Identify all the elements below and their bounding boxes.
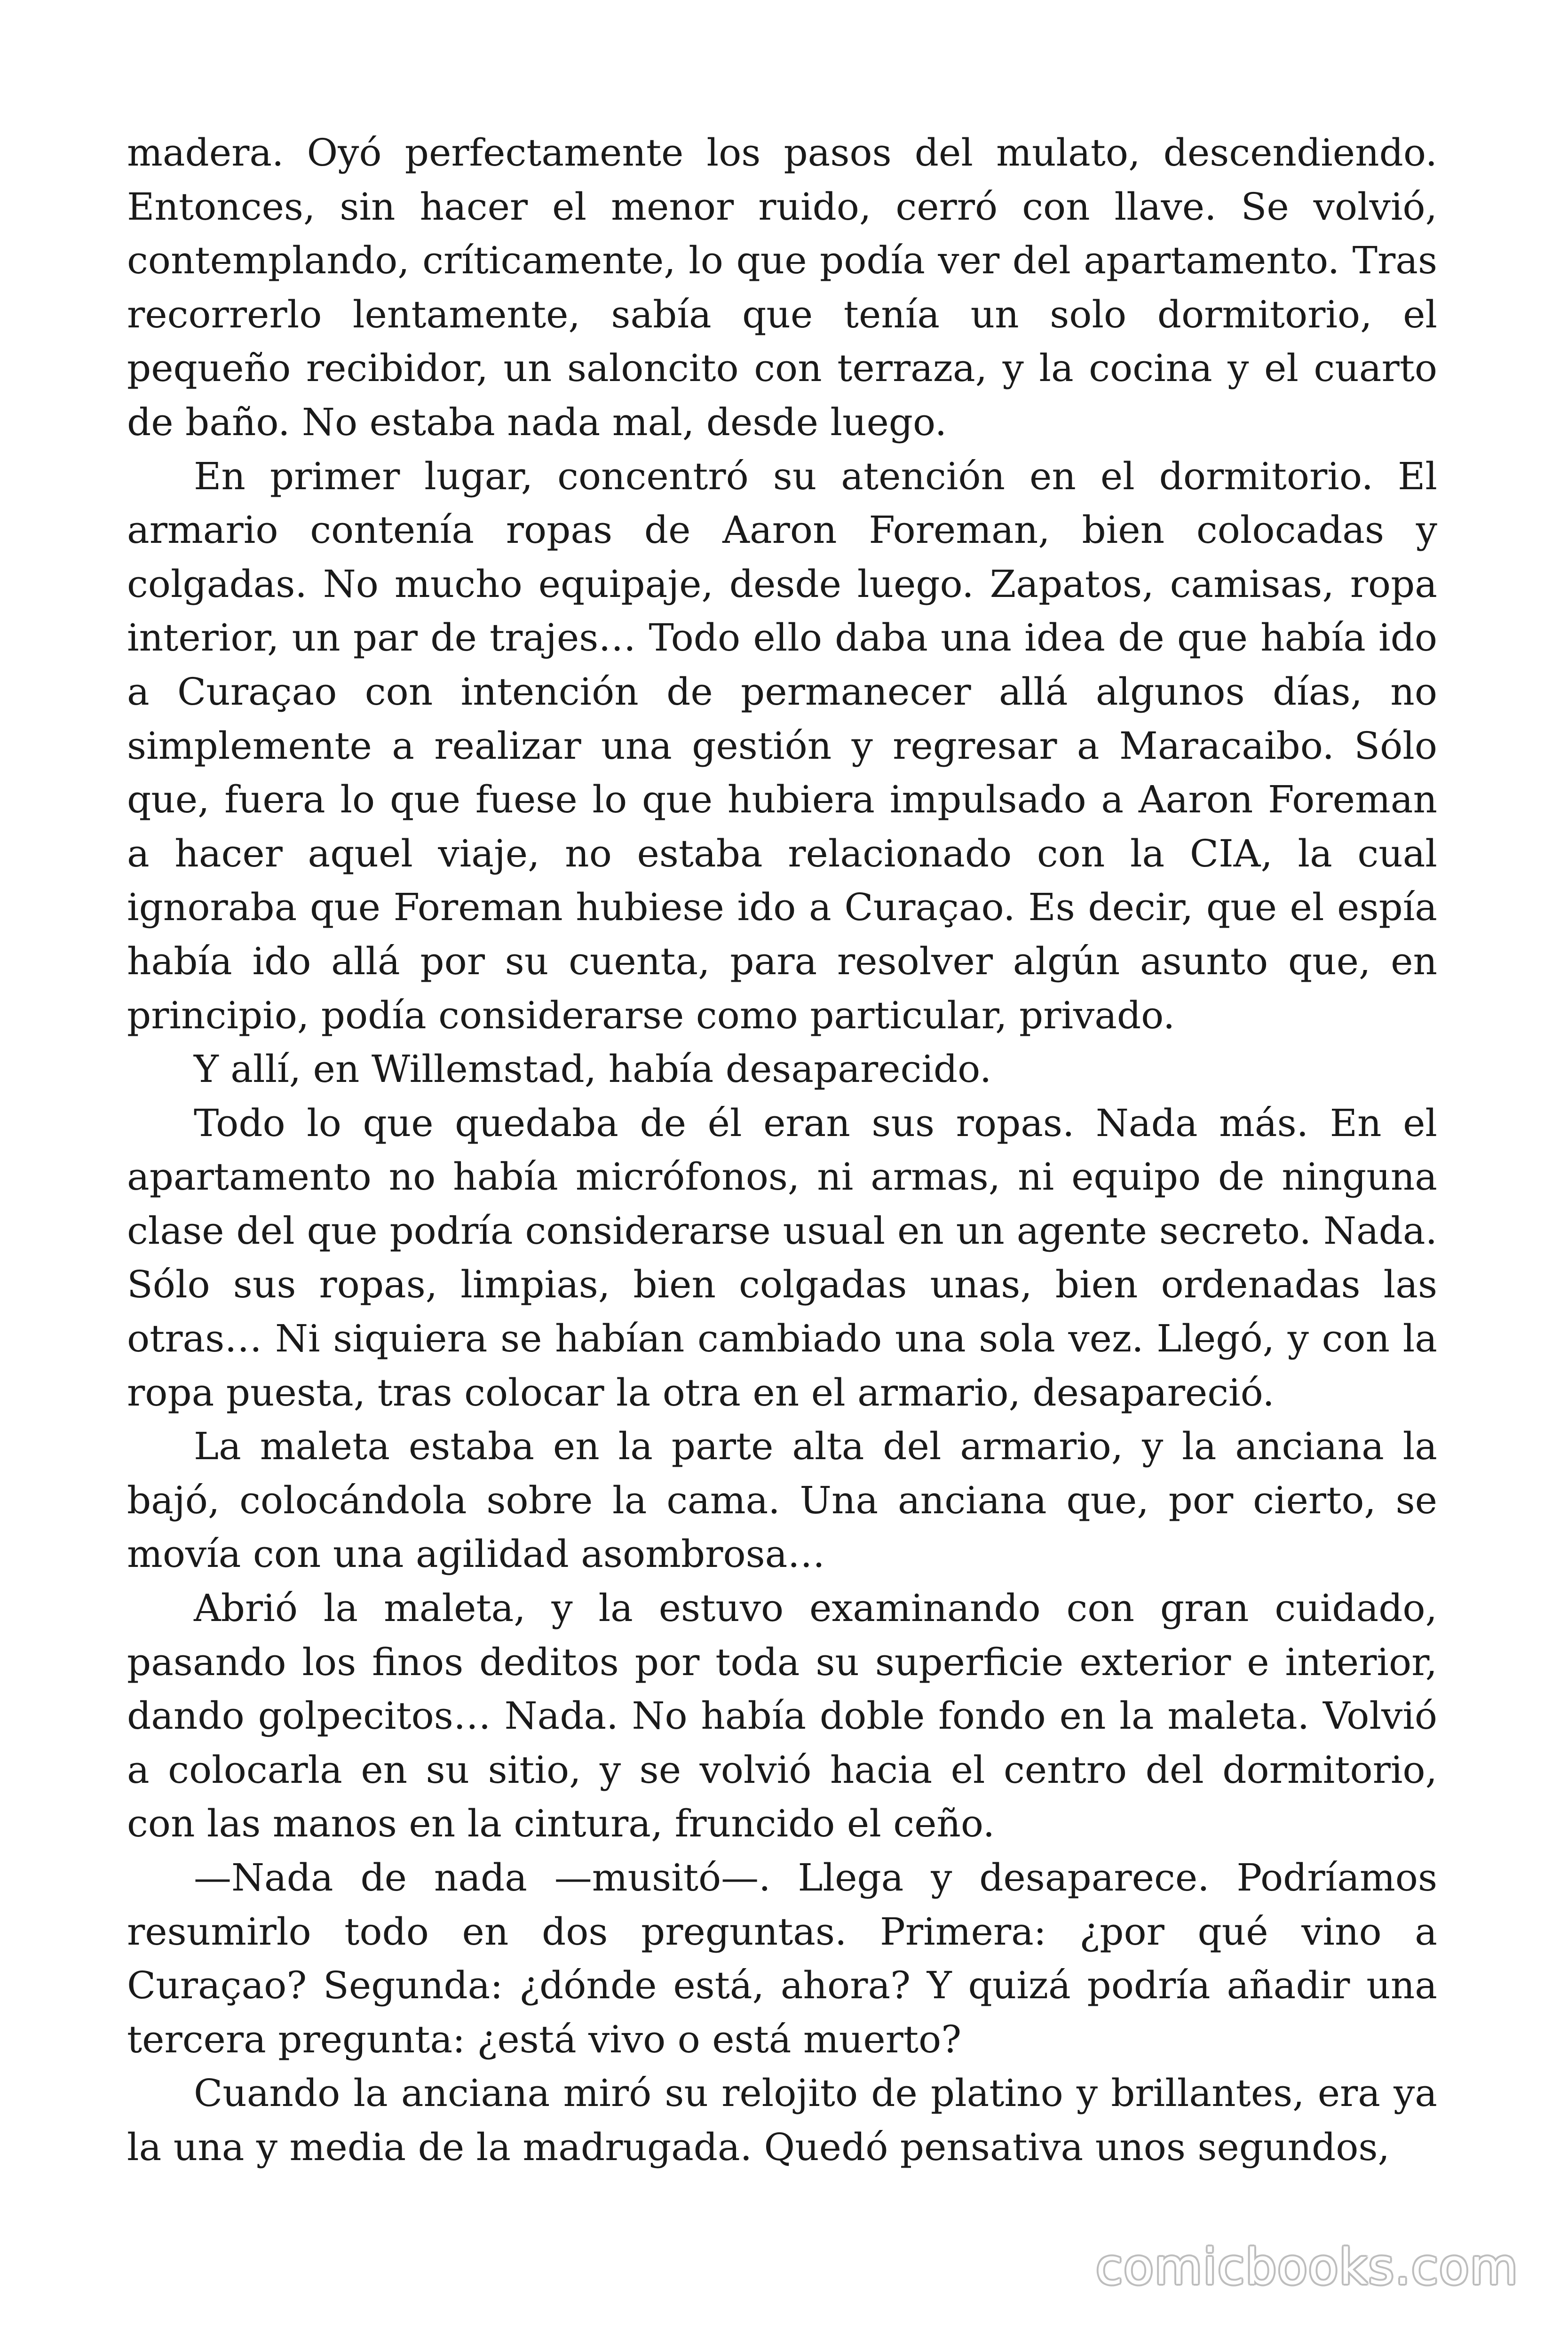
paragraph: En primer lugar, concentró su atención en el dormitorio. El armario contenía ropas de Aaron Foreman, bien colocadas y colgadas. No mucho equipaje, desde luego. Zapatos, camisas, ropa interior, un par de trajes… Todo ello daba una idea de que había ido a Curaçao con intención de permanecer allá algunos días, no simplemente a realizar una gestión y regresar a Maracaibo. Sólo que, fuera lo que fuese lo que hubiera impulsado a Aaron Foreman a hacer aquel viaje, no estaba relacionado con la CIA, la cual ignoraba que Foreman hubiese ido a Curaçao. Es decir, que el espía había ido allá por su cuenta, para resolver algún asunto que, en principio, podía considerarse como particular, privado. — [127, 454, 1437, 1037]
paragraph: Cuando la anciana miró su relojito de platino y brillantes, era ya la una y media de la madrugada. Quedó pensativa unos segundos, — [127, 2071, 1437, 2169]
paragraph: Todo lo que quedaba de él eran sus ropas. Nada más. En el apartamento no había micrófonos, ni armas, ni equipo de ninguna clase del que podría considerarse usual en un agente secreto. Nada. Sólo sus ropas, limpias, bien colgadas unas, bien ordenadas las otras… Ni siquiera se habían cambiado una sola vez. Llegó, y con la ropa puesta, tras colocar la otra en el armario, desapareció. — [127, 1101, 1437, 1414]
watermark: comicbooks.com — [1095, 2238, 1519, 2296]
paragraph: —Nada de nada —musitó—. Llega y desaparece. Podríamos resumirlo todo en dos preguntas. Primera: ¿por qué vino a Curaçao? Segunda: ¿dónde está, ahora? Y quizá podría añadir una tercera pregunta: ¿está vivo o está muerto? — [127, 1856, 1437, 2061]
book-page-text — [127, 126, 1437, 2175]
paragraph-continuation: madera. Oyó perfectamente los pasos del mulato, descendiendo. Entonces, sin hacer el menor ruido, cerró con llave. Se volvió, contemplando, críticamente, lo que podía ver del apartamento. Tras recorrerlo lentamente, sabía que tenía un solo dormitorio, el pequeño recibidor, un saloncito con terraza, y la cocina y el cuarto de baño. No estaba nada mal, desde luego. — [127, 131, 1437, 444]
paragraph: Y allí, en Willemstad, había desaparecido. — [194, 1047, 992, 1091]
paragraph: Abrió la maleta, y la estuvo examinando con gran cuidado, pasando los finos deditos por toda su superficie exterior e interior, dando golpecitos… Nada. No había doble fondo en la maleta. Volvió a colocarla en su sitio, y se volvió hacia el centro del dormitorio, con las manos en la cintura, fruncido el ceño. — [127, 1586, 1437, 1846]
paragraph: La maleta estaba en la parte alta del armario, y la anciana la bajó, colocándola sobre la cama. Una anciana que, por cierto, se movía con una agilidad asombrosa… — [127, 1424, 1437, 1576]
